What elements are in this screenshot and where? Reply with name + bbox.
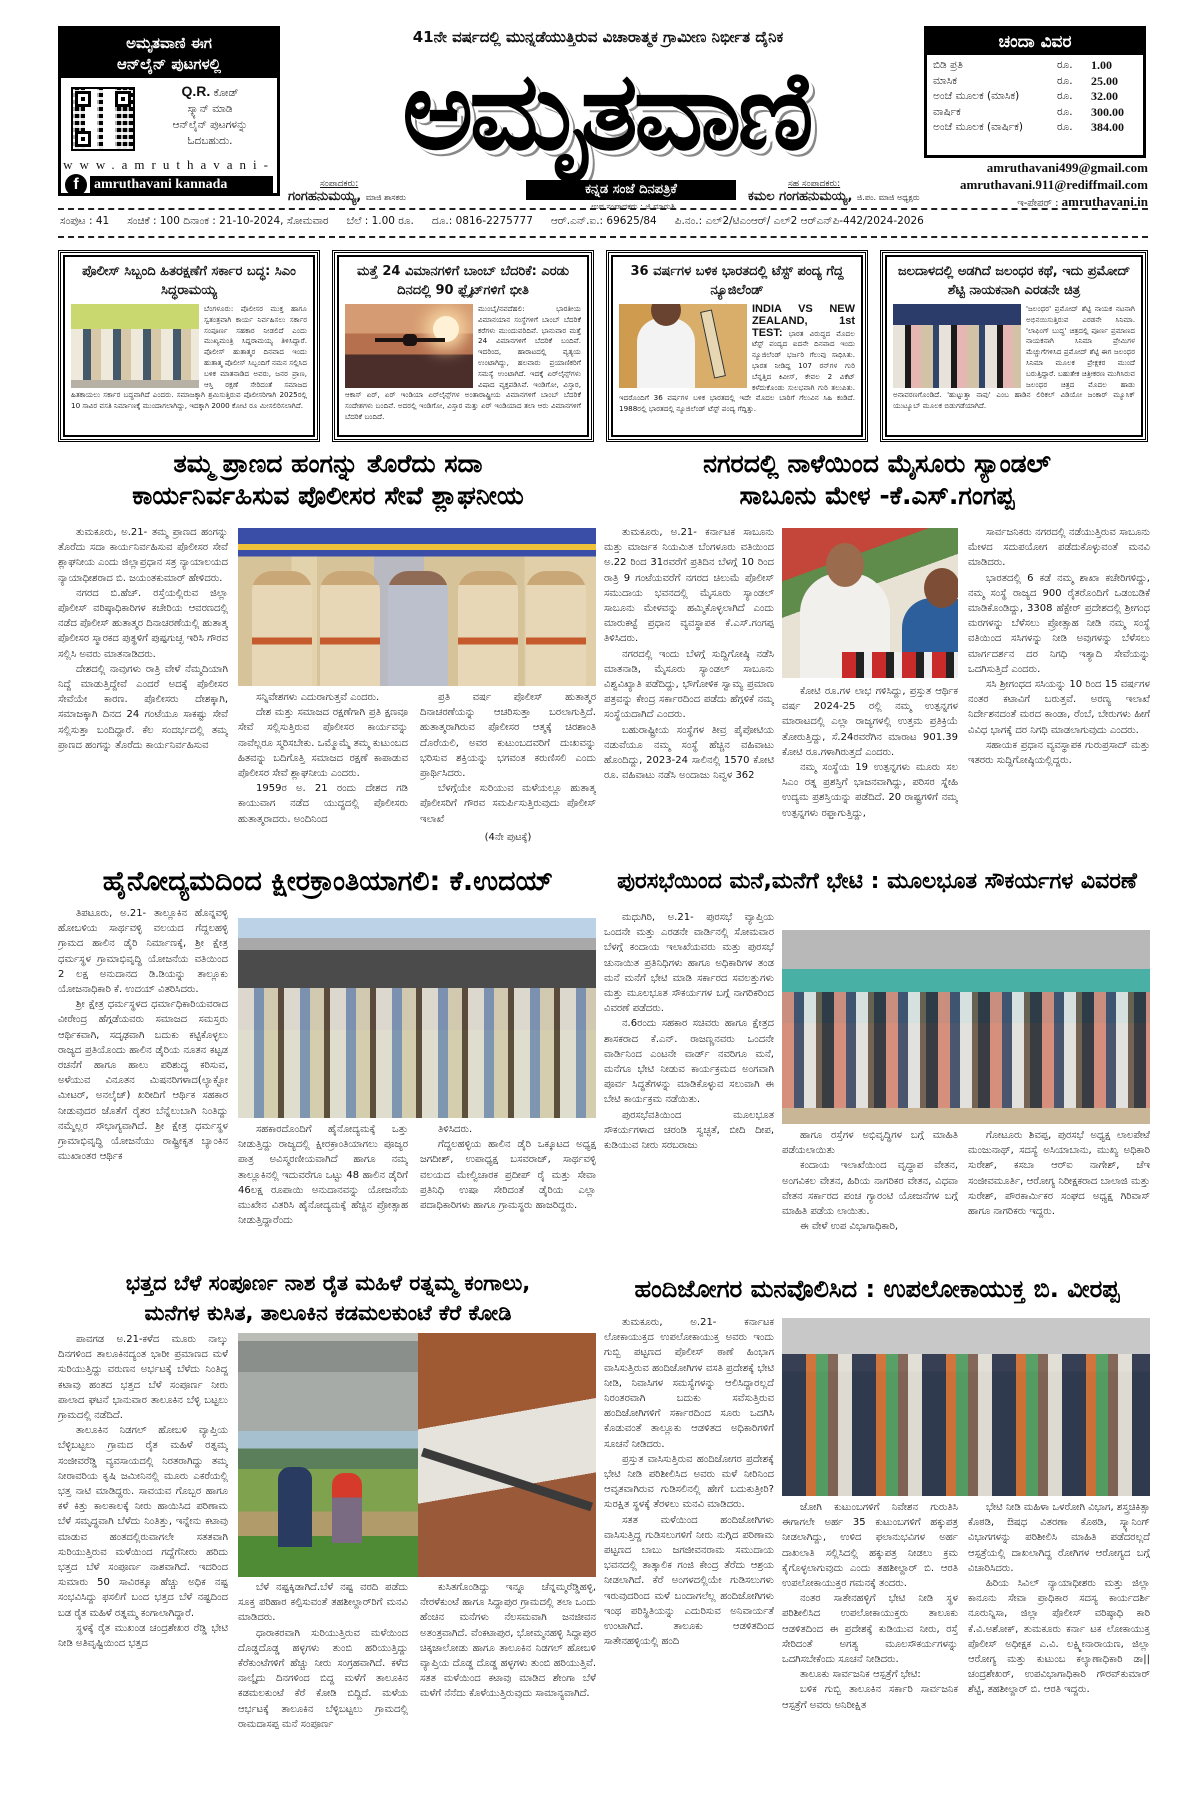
teaser-headline: ಪೊಲೀಸ್ ಸಿಬ್ಬಂದಿ ಹಿತರಕ್ಷಣೆಗೆ ಸರ್ಕಾರ ಬದ್ಧ: ಸಿಎಂ ಸಿದ್ಧರಾಮಯ್ಯ xyxy=(82,264,296,298)
paragraph: ಭೇಟಿ ನೀಡಿ ಮಹಿಳಾ ಒಳರೋಗಿ ವಿಭಾಗ, ಶಸ್ತ್ರಚಿಕಿತ್ಸಾ ಕೊಠಡಿ, ಔಷಧ ವಿತರಣಾ ಕೊಠಡಿ, ಸ್ಕ್ಯಾನಿಂಗ್ ವಿಭಾಗಗಳನ್ನು ಪರಿಶೀಲಿಸಿ ಮಾಹಿತಿ ಪಡೆದರಲ್ಲದೆ ಆಸ್ಪತ್ರೆಯಲ್ಲಿ ದಾಖಲಾಗಿದ್ದ ರೋಗಿಗಳ ಆರೋಗ್ಯದ ಬಗ್ಗೆ ವಿಚಾರಿಸಿದರು. xyxy=(968,1502,1150,1574)
paragraph: ಸತತ ಮಳೆಯಿಂದ ಹಂದಿಜೋಗಿಗಳು ವಾಸಿಸುತ್ತಿದ್ದ ಗುಡಿಸಲುಗಳಿಗೆ ನೀರು ನುಗ್ಗಿದ ಪರಿಣಾಮ ಪಟ್ಟಣದ ಬಾಬು ಜಗಜೀವನರಾಮ ಸಮುದಾಯ ಭವನದಲ್ಲಿ ತಾತ್ಕಾಲಿಕ ಗಂಜಿ ಕೇಂದ್ರ ತೆರೆದು ಆಶ್ರಯ ನೀಡಲಾಗಿದೆ. ಕೆರೆ ಅಂಗಳದಲ್ಲಿಯೇ ಗುಡಿಸಲುಗಳು ಇರುವುದರಿಂದ ಮಳೆ ಬಂದಾಗಲೆಲ್ಲ ಹಂದಿಜೋಗಿಗಳು ಇಂಥ ಪರಿಸ್ಥಿತಿಯನ್ನು ಎದುರಿಸುವ ಅನಿವಾರ್ಯತೆ ಉಂಟಾಗಿದೆ. ತಾಲೂಕು ಆಡಳಿತದಿಂದ ಸಾತೇನಹಳ್ಳಿಯಲ್ಲಿ ಹಂದಿ xyxy=(604,1514,774,1648)
story-column xyxy=(420,1580,596,1790)
paragraph: ನಂತರ ಸಾತೇನಹಳ್ಳಿಗೆ ಭೇಟಿ ನೀಡಿ ಸ್ಥಳ ಪರಿಶೀಲಿಸಿದ ಉಪಲೋಕಾಯುಕ್ತರು ತಾಲೂಕು ಆಡಳಿತದಿಂದ ಈ ಪ್ರದೇಶಕ್ಕೆ ಕುಡಿಯುವ ನೀರು, ರಸ್ತೆ ಸೇರಿದಂತೆ ಅಗತ್ಯ ಮೂಲಸೌಕರ್ಯಗಳನ್ನು ಒದಗಿಸಬೇಕೆಂದು ಸೂಚನೆ ನೀಡಿದರು. xyxy=(782,1593,958,1666)
subscription-label: ಅಂಚೆ ಮೂಲಕ (ವಾರ್ಷಿಕ) xyxy=(933,121,1023,133)
qr-line4: ಓದಬಹುದು. xyxy=(187,135,233,147)
subscription-price: 1.00 xyxy=(1091,58,1112,72)
teaser-photo xyxy=(71,304,199,388)
paragraph: ಗೆದ್ದಲಹಳ್ಳಿಯ ಹಾಲಿನ ಡೈರಿ ಒಕ್ಕೂಟದ ಅಧ್ಯಕ್ಷ ಜಗದೀಶ್, ಉಪಾಧ್ಯಕ್ಷ ಬಸವರಾಜ್, ಸಾರ್ಥವಳ್ಳಿ ವಲಯದ ಮೇಲ್ವಿಚಾರಕ ಪ್ರದೀಪ್ ರೈ ಮತ್ತು ಸೇವಾ ಪ್ರತಿನಿಧಿ ಉಷಾ ಸೇರಿದಂತೆ ಡೈರಿಯ ಎಲ್ಲಾ ಪದಾಧಿಕಾರಿಗಳು ಹಾಗೂ ಗ್ರಾಮಸ್ಥರು ಹಾಜರಿದ್ದರು. xyxy=(420,1139,596,1212)
epaper-label: ಇ-ಪೇಪರ್ : xyxy=(1017,198,1059,209)
paragraph: ಧಾರಾಕರವಾಗಿ ಸುರಿಯುತ್ತಿರುವ ಮಳೆಯಿಂದ ದೊಡ್ಡದೊಡ್ಡ ಹಳ್ಳಗಳು ತುಂಬಿ ಹರಿಯುತ್ತಿದ್ದು ಕೆರೆಕುಂಟೆಗಳಿಗೆ ಹೆಚ್ಚು ನೀರು ಸಂಗ್ರಹವಾಗಿದೆ. ಕಳೆದ ನಾಲ್ಕೈದು ದಿನಗಳಿಂದ ಬಿದ್ದ ಮಳೆಗೆ ತಾಲೂಕಿನ ಕಡಮಲಕುಂಟೆ ಕೆರೆ ಕೋಡಿ ಬಿದ್ದಿದೆ. ಮಳೆಯ ಆರ್ಭಟಕ್ಕೆ ತಾಲೂಕಿನ ಬೆಳ್ಳಿಬಟ್ಟಲು ಗ್ರಾಮದಲ್ಲಿ ರಾಮದಾಸಪ್ಪ ಮನೆ ಸಂಪೂರ್ಣ xyxy=(238,1627,408,1730)
paragraph: ಪ್ರತಿ ವರ್ಷ ಪೊಲೀಸ್ ಹುತಾತ್ಮರ ದಿನಾಚರಣೆಯನ್ನು ಆಚರಿಸುತ್ತಾ ಬರಲಾಗುತ್ತಿದೆ. ಹುತಾತ್ಮರಾಗಿರುವ ಪೊಲೀಸರ ಆತ್ಮಕ್ಕೆ ಚಿರಶಾಂತಿ ದೊರೆಯಲಿ, ಅವರ ಕುಟುಂಬದವರಿಗೆ ದುಃಖವನ್ನು ಭರಿಸುವ ಶಕ್ತಿಯನ್ನು ಭಗವಂತ ಕರುಣಿಸಲಿ ಎಂದು ಪ್ರಾರ್ಥಿಸಿದರು. xyxy=(420,692,596,780)
paragraph: ಹಿರಿಯ ಸಿವಿಲ್ ನ್ಯಾಯಾಧೀಶರು ಮತ್ತು ಜಿಲ್ಲಾ ಕಾನೂನು ಸೇವಾ ಪ್ರಾಧಿಕಾರ ಸದಸ್ಯ ಕಾರ್ಯದರ್ಶಿ ನೂರುನ್ನಿಸಾ, ಜಿಲ್ಲಾ ಪೊಲೀಸ್ ವರಿಷ್ಠಾಧಿ ಕಾರಿ ಕೆ.ವಿ.ಅಶೋಕ್, ತುಮಕೂರು ಕರ್ನಾ ಟಕ ಲೋಕಾಯುಕ್ತ ಪೊಲೀಸ್ ಅಧೀಕ್ಷಕ ಎ.ವಿ. ಲಕ್ಷ್ಮೀನಾರಾಯಣ, ಜಿಲ್ಲಾ ಆರೋಗ್ಯ ಮತ್ತು ಕುಟುಂಬ ಕಲ್ಯಾಣಾಧಿಕಾರಿ ಡಾ|| ಚಂದ್ರಶೇಖರ್, ಉಪವಿಭಾಗಾಧಿಕಾರಿ ಗೌರವ್‌ಕುಮಾರ್ ಶೆಟ್ಟಿ, ತಹಶೀಲ್ದಾರ್ ಬಿ. ಆರತಿ ಇದ್ದರು. xyxy=(968,1578,1150,1696)
story-headline-soap xyxy=(604,448,1150,512)
subscription-label: ವಾರ್ಷಿಕ xyxy=(933,105,961,118)
qr-label: Q.R. xyxy=(181,83,211,99)
facebook-icon: f xyxy=(65,174,87,196)
paragraph: ನ.6ರಂದು ಸಹಕಾರ ಸಚಿವರು ಹಾಗೂ ಕ್ಷೇತ್ರದ ಶಾಸಕರಾದ ಕೆ.ಎನ್. ರಾಜಣ್ಣನವರು ಒಂದನೇ ವಾರ್ಡಿನಿಂದ ಎಂಟನೇ ವಾರ್ಡ್ ನವರಿಗೂ ಮನೆ, ಮನೆಗೂ ಭೇಟಿ ನೀಡುವ ಕಾರ್ಯಕ್ರಮದ ಅಂಗವಾಗಿ ಪೂರ್ವ ಸಿದ್ಧತೆಗಳನ್ನು ಮಾಡಿಕೊಳ್ಳುವ ಸಲುವಾಗಿ ಈ ಬೇಟಿ ಕಾರ್ಯಕ್ರಮ ನಡೆಯಿತು. xyxy=(604,1018,774,1106)
subscription-title: ಚಂದಾ ವಿವರ xyxy=(927,29,1143,55)
teaser-bomb-threat[interactable] xyxy=(332,250,594,442)
subscription-row xyxy=(927,120,1143,136)
subscription-label: ಮಾಸಿಕ xyxy=(933,74,957,87)
paragraph: ಬೆಳಗ್ಗೆಯೇ ಸುರಿಯುವ ಮಳೆಯಲ್ಲೂ ಹುತಾತ್ಮ ಪೊಲೀಸರಿಗೆ ಗೌರವ ಸಮರ್ಪಿಸುತ್ತಿರುವುದು ಪೊಲೀಸ್ ಇಲಾಖೆ xyxy=(420,783,596,825)
teaser-headline: ಜಲದಾಳದಲ್ಲಿ ಅಡಗಿದೆ ಜಲಂಧರ ಕಥೆ, ಇದು ಪ್ರಮೋದ್ ಶೆಟ್ಟಿ ನಾಯಕನಾಗಿ ಎರಡನೇ ಚಿತ್ರ xyxy=(897,264,1131,298)
headline-line: ಕಾರ್ಯನಿರ್ವಹಿಸುವ ಪೊಲೀಸರ ಸೇವೆ ಶ್ಲಾಘನೀಯ xyxy=(132,481,524,510)
paragraph: ದೇಶದಲ್ಲಿ ನಾವುಗಳು ರಾತ್ರಿ ವೇಳೆ ನೆಮ್ಮದಿಯಾಗಿ ನಿದ್ದೆ ಮಾಡುತ್ತಿದ್ದೇವೆ ಎಂದರೆ ಅದಕ್ಕೆ ಪೊಲೀಸರ ಸೇವೆಯೇ ಕಾರಣ. ಪೊಲೀಸರು ದೇಶಕ್ಕಾಗಿ, ಸಮಾಜಕ್ಕಾಗಿ ದಿನದ 24 ಗಂಟೆಯೂ ಸಾಕಷ್ಟು ಸೇವೆ ಸಲ್ಲಿಸುತ್ತಾ ಬಂದಿದ್ದಾರೆ. ಕೆಲ ಸಂದರ್ಭದಲ್ಲಿ ತಮ್ಮ ಪ್ರಾಣದ ಹಂಗನ್ನು ತೊರೆದು ಕಾರ್ಯನಿರ್ವಹಿಸುವ xyxy=(58,663,228,751)
headline-line: ಮನೆಗಳ ಕುಸಿತ, ತಾಲೂಕಿನ ಕಡಮಲಕುಂಟೆ ಕೆರೆ ಕೋಡಿ xyxy=(144,1301,512,1325)
rni-number: ಆರ್.ಎನ್.ಐ.: 69625/84 xyxy=(550,215,657,227)
headline-line: ನಗರದಲ್ಲಿ ನಾಳೆಯಿಂದ ಮೈಸೂರು ಸ್ಯಾಂಡಲ್ xyxy=(703,449,1051,478)
currency-label: ರೂ. xyxy=(1057,121,1073,133)
paragraph: ತುಮಕೂರು, ಅ.21- ತಮ್ಮ ಪ್ರಾಣದ ಹಂಗನ್ನು ತೊರೆದು ಸದಾ ಕಾರ್ಯನಿರ್ವಹಿಸುವ ಪೊಲೀಸರ ಸೇವೆ ಶ್ಲಾಘನೀಯ ಎಂದು ಜಿಲ್ಲಾಪ್ರಧಾನ ಸತ್ರ ನ್ಯಾಯಾಲಯದ ನ್ಯಾಯಾಧೀಶರಾದ ಬಿ. ಜಯಂತಕುಮಾರ್ ಹೇಳಿದರು. xyxy=(58,527,228,584)
coeditor-name: ಕಮಲ ಗಂಗಹನುಮಯ್ಯ, xyxy=(748,189,853,204)
tagline: 41ನೇ ವರ್ಷದಲ್ಲಿ ಮುನ್ನಡೆಯುತ್ತಿರುವ ವಿಚಾರಾತ್ಮಕ ಗ್ರಾಮೀಣ ನಿರ್ಭೀತ ದೈನಿಕ xyxy=(412,28,784,46)
paragraph: ಜೋಗಿ ಕುಟುಂಬಗಳಿಗೆ ನಿವೇಶನ ಗುರುತಿಸಿ ಈಗಾಗಲೇ ಅರ್ಹ 35 ಕುಟುಂಬಗಳಿಗೆ ಹಕ್ಕುಪತ್ರ ನೀಡಲಾಗಿದ್ದು, ಉಳಿದ ಫಲಾನುಭವಿಗಳ ಅರ್ಹ ದಾಖಲಾತಿ ಸಲ್ಲಿಸಿದಲ್ಲಿ ಹಕ್ಕುಪತ್ರ ನೀಡಲು ಕ್ರಮ ಕೈಗೊಳ್ಳಲಾಗುವುದು ಎಂದು ತಹಶೀಲ್ದಾರ್ ಬಿ. ಆರತಿ ಉಪಲೋಕಾಯುಕ್ತರ ಗಮನಕ್ಕೆ ತಂದರು. xyxy=(782,1502,958,1590)
masthead xyxy=(58,26,1148,211)
paragraph: ಕುಸಿತಗೊಂಡಿದ್ದು ಇನ್ನೂ ಚೆನ್ನಮ್ಮರೆಡ್ಡಿಹಳ್ಳಿ, ನೇರಳೆಕುಂಟೆ ಹಾಗೂ ಸಿದ್ದಾಪುರ ಗ್ರಾಮದಲ್ಲಿ ತಲಾ ಒಂದು ಹೆಂಚಿನ ಮನೆಗಳು ನೆಲಸಮವಾಗಿ ಜನಜೀವನ ಅತಂತ್ರವಾಗಿದೆ. ವೆಂಕಟಾಪುರ, ಭೋಮ್ಮನಹಳ್ಳಿ ಸಿದ್ದಾಪುರ ಚಿಕ್ಕಜಾಲೋಡು ಹಾಗೂ ತಾಲೂಕಿನ ನಿಡಗಲ್ ಹೋಬಳಿ ವ್ಯಾಪ್ತಿಯ ದೊಡ್ಡ ದೊಡ್ಡ ಹಳ್ಳಗಳು ತುಂಬಿ ಹರಿಯುತ್ತಿವೆ. ಸತತ ಮಳೆಯಿಂದ ಕಟಾವು ಮಾಡಿದ ಶೇಂಗಾ ಬೆಳೆ ಮಳೆಗೆ ನೆನೆದು ಕೊಳೆಯುತ್ತಿರುವುದು ಸಾಮಾನ್ಯವಾಗಿದೆ. xyxy=(420,1582,596,1700)
teaser-photo xyxy=(619,304,747,388)
paragraph: ಸ್ಥಳಕ್ಕೆ ರೈತ ಮುಖಂಡ ಚಂದ್ರಶೇಖರ ರೆಡ್ಡಿ ಭೇಟಿ ನೀಡಿ ಅತಿವೃಷ್ಟಿಯಿಂದ ಭತ್ತದ xyxy=(58,1622,228,1650)
currency-label: ರೂ. xyxy=(1057,90,1073,102)
subscription-row xyxy=(927,74,1143,90)
postal-registration: ಪಿ.ನಂ.: ಎಲ್2/ಟಿಎಂಆರ್/ ಎಲ್2 ಆರ್‌ಎನ್‌ಪಿ-442/2024-2026 xyxy=(674,215,924,227)
paragraph: ಭಾರತದಲ್ಲಿ 6 ಕಡೆ ನಮ್ಮ ಶಾಖಾ ಕಚೇರಿಗಳಿದ್ದು, ನಮ್ಮ ಸಂಸ್ಥೆ ರಾಜ್ಯದ 900 ರೈತರೊಂದಿಗೆ ಒಡಂಬಡಿಕೆ ಮಾಡಿಕೊಂಡಿದ್ದು, 3308 ಹೆಕ್ಟೇರ್ ಪ್ರದೇಶದಲ್ಲಿ ಶ್ರೀಗಂಧ ಮರಗಳನ್ನು ಬೆಳೆಸಲು ಪ್ರೋತ್ಸಾಹ ನೀಡಿ ನಮ್ಮ ಸಂಸ್ಥೆ ವತಿಯಿಂದ ಸಸಿಗಳನ್ನು ನೀಡಿ ಅವುಗಳನ್ನು ಬೆಳೆಸಲು ಮಾರ್ಗದರ್ಶನ ದರ ನಿಗಧಿ ಇತ್ಯಾದಿ ಸೇವೆಯನ್ನು ಒದಗಿಸುತ್ತಿದೆ ಎಂದರು. xyxy=(968,572,1150,675)
paragraph: ಬೆಳೆ ನಷ್ಟಕ್ಕಿಡಾಗಿದೆ.ಬೆಳೆ ನಷ್ಟ ವರದಿ ಪಡೆದು ಸೂಕ್ತ ಪರಿಹಾರ ಕಲ್ಪಿಸುವಂತೆ ತಹಶೀಲ್ದಾರ್‌ರಿಗೆ ಮನವಿ ಮಾಡಿದರು. xyxy=(238,1582,408,1624)
overflowing-lake-photo xyxy=(238,1333,418,1431)
paragraph: ಪುರಸಭೆವತಿಯಿಂದ ಮೂಲಭೂತ ಸೌಕರ್ಯಗಳಾದ ಚರಂಡಿ ಸ್ವಚ್ಛತೆ, ಬೀದಿ ದೀಪ, ಕುಡಿಯುವ ನೀರು ಸರಬರಾಜು xyxy=(604,1109,774,1152)
subscription-label: ಬಿಡಿ ಪ್ರತಿ xyxy=(933,59,963,71)
paragraph: ತಿಪಟೂರು, ಅ.21- ತಾಲ್ಲೂಕಿನ ಹೊನ್ನವಳ್ಳಿ ಹೋಬಳಿಯ ಸಾರ್ಥವಳ್ಳಿ ವಲಯದ ಗೆದ್ದಲಹಳ್ಳಿ ಗ್ರಾಮದ ಹಾಲಿನ ಡೈರಿ ನಿರ್ಮಾಣಕ್ಕೆ, ಶ್ರೀ ಕ್ಷೇತ್ರ ಧರ್ಮಸ್ಥಳ ಗ್ರಾಮಾಭಿವೃದ್ಧಿ ಯೋಜನೆಯ ವತಿಯಿಂದ 2 ಲಕ್ಷ ಅನುದಾನದ ಡಿ.ಡಿಯನ್ನು ತಾಲ್ಲೂಕು ಯೋಜನಾಧಿಕಾರಿ ಕೆ. ಉದಯ್ ವಿತರಿಸಿದರು. xyxy=(58,908,228,996)
story-column xyxy=(58,1332,228,1792)
subscription-box xyxy=(924,26,1146,158)
headline-line: ಭತ್ತದ ಬೆಳೆ ಸಂಪೂರ್ಣ ನಾಶ ರೈತ ಮಹಿಳೆ ರತ್ನಮ್ಮ ಕಂಗಾಲು, xyxy=(125,1271,531,1295)
story-headline-police xyxy=(58,448,598,512)
press-meet-photo xyxy=(782,528,958,678)
paragraph: ಪಾವಗಡ ಅ.21-ಕಳೆದ ಮೂರು ನಾಲ್ಕು ದಿನಗಳಿಂದ ತಾಲೂಕಿನದ್ಯಂತ ಭಾರೀ ಪ್ರಮಾಣದ ಮಳೆ ಸುರಿಯುತ್ತಿದ್ದು ವರುಣನ ಅರ್ಭಟಕ್ಕೆ ಬೆಳೆದು ನಿಂತಿದ್ದ ಕಟಾವು ಹಂತದ ಭತ್ತದ ಬೆಳೆ ಸಂಪೂರ್ಣ ನೀರು ಪಾಲಾದ ಘಟನೆ ಭಾನುವಾರ ತಾಲೂಕಿನ ಬೆಳ್ಳಿ ಬಟ್ಟಲು ಗ್ರಾಮದಲ್ಲಿ ನಡೆದಿದೆ. xyxy=(58,1334,228,1422)
divider xyxy=(58,208,1148,210)
story-column xyxy=(968,1500,1150,1790)
contact-info xyxy=(898,159,1148,212)
story-headline-dairy: ಹೈನೋದ್ಯಮದಿಂದ ಕ್ಷೀರಕ್ರಾಂತಿಯಾಗಲಿ: ಕೆ.ಉದಯ್ xyxy=(102,866,554,897)
story-column xyxy=(420,1122,596,1262)
story-column xyxy=(968,1128,1150,1263)
volume: ಸಂಪುಟ : 41 xyxy=(60,215,110,227)
facebook-link[interactable] xyxy=(65,175,273,194)
paragraph: ತುಮಕೂರು, ಅ.21- ಕರ್ನಾಟಕ ಲೋಕಾಯುಕ್ತದ ಉಪಲೋಕಾಯುಕ್ತ ಅವರು ಇಂದು ಗುಬ್ಬಿ ಪಟ್ಟಣದ ಪೊಲೀಸ್ ಠಾಣೆ ಹಿಂಭಾಗ ವಾಸಿಸುತ್ತಿರುವ ಹಂದಿಜೋಗಿಗಳ ವಸತಿ ಪ್ರದೇಶಕ್ಕೆ ಭೇಟಿ ನೀಡಿ, ನಿವಾಸಿಗಳ ಸಮಸ್ಯೆಗಳನ್ನು ಆಲಿಸಿದ್ದಾರಲ್ಲದೆ ನಿರಂತರವಾಗಿ ಬದುಕು ಸವೆಸುತ್ತಿರುವ ಹಂದಿಜೋಗಿಗಳಿಗೆ ಸರ್ಕಾರದಿಂದ ಸೂರು ಒದಗಿಸಿ ಕೊಡುವಂತೆ ತಾಲ್ಲೂಕು ಆಡಳಿತದ ಅಧಿಕಾರಿಗಳಿಗೆ ಸೂಚನೆ ನೀಡಿದರು. xyxy=(604,1317,774,1450)
paragraph: ದೇಶ ಮತ್ತು ಸಮಾಜದ ರಕ್ಷಣೆಗಾಗಿ ಪ್ರತಿ ಕ್ಷಣವೂ ಸೇವೆ ಸಲ್ಲಿಸುತ್ತಿರುವ ಪೊಲೀಸರ ಕಾರ್ಯವನ್ನು ನಾವೆಲ್ಲರೂ ಸ್ಮರಿಸಬೇಕು. ಒಮ್ಮೊಮ್ಮೆ ತಮ್ಮ ಕುಟುಂಬದ ಹಿತವನ್ನು ಬದಿಗೊತ್ತಿ ಸಮಾಜದ ರಕ್ಷಣೆ ಕಾಪಾಡುವ ಪೊಲೀಸರ ಸೇವೆ ಶ್ಲಾಘನೀಯ ಎಂದರು. xyxy=(238,707,408,780)
paragraph: ಸಹಕಾರದೊಂದಿಗೆ ಹೈನೋದ್ಯಮಕ್ಕೆ ಒತ್ತು ನೀಡುತ್ತಿದ್ದು ರಾಜ್ಯದಲ್ಲಿ ಕ್ಷೀರಕ್ರಾಂತಿಯಾಗಲು ಪೂಜ್ಯರ ಪಾತ್ರ ಅವಿಸ್ಮರಣೀಯವಾಗಿದೆ ಹಾಗೂ ನಮ್ಮ ತಾಲ್ಲೂಕಿನಲ್ಲಿ ಇದುವರೆಗೂ ಒಟ್ಟು 48 ಹಾಲಿನ ಡೈರಿಗೆ 46ಲಕ್ಷ ರೂಪಾಯಿ ಅನುದಾನವನ್ನು ಯೋಜನೆಯ ಮುಖೇನ ವಿತರಿಸಿ ಹೈನೋದ್ಯಮಕ್ಕೆ ಹೆಚ್ಚಿನ ಪ್ರೋತ್ಸಾಹ ನೀಡುತ್ತಿದ್ದಾರೆಂದು xyxy=(238,1124,408,1227)
story-column xyxy=(58,906,228,1266)
teaser-police-welfare[interactable] xyxy=(58,250,320,442)
police-event-photo xyxy=(238,528,596,686)
continued-on-page[interactable]: (4ನೇ ಪುಟಕ್ಕೆ) xyxy=(484,832,532,843)
paragraph: ಸಾರ್ವಜನಿಕರು ನಗರದಲ್ಲಿ ನಡೆಯುತ್ತಿರುವ ಸಾಬೂನು ಮೇಳದ ಸದುಪಯೋಗ ಪಡೆದುಕೊಳ್ಳುವಂತೆ ಮನವಿ ಮಾಡಿದರು. xyxy=(968,527,1150,569)
story-column xyxy=(420,690,596,825)
phone: ದೂ.: 0816-2275777 xyxy=(431,215,533,227)
paragraph: ತುಮಕೂರು, ಅ.21- ಕರ್ನಾಟಕ ಸಾಬೂನು ಮತ್ತು ಮಾರ್ಜಕ ನಿಯಮಿತ ಬೆಂಗಳೂರು ವತಿಯಿಂದ ಅ.22 ರಿಂದ 31ರವರೆಗೆ ಪ್ರತಿದಿನ ಬೆಳಗ್ಗೆ 10 ರಿಂದ ರಾತ್ರಿ 9 ಗಂಟೆಯವರೆಗೆ ನಗರದ ಚಿಲುಮೆ ಪೊಲೀಸ್ ಸಮುದಾಯ ಭವನದಲ್ಲಿ ಮೈಸೂರು ಸ್ಯಾಂಡಲ್ ಸಾಬೂನು ಮೇಳವನ್ನು ಹಮ್ಮಿಕೊಳ್ಳಲಾಗಿದೆ ಎಂದು ಮಾರುಕಟ್ಟೆ ಪ್ರಧಾನ ವ್ಯವಸ್ಥಾಪಕ ಕೆ.ಎಸ್.ಗಂಗಪ್ಪ ತಿಳಿಸಿದರು. xyxy=(604,527,774,645)
teaser-body: ಮುಂಬೈ/ನವದೆಹಲಿ: ಭಾರತೀಯ ವಿಮಾನಯಾನ ಸಂಸ್ಥೆಗಳಿಗೆ ಬಾಂಬ್ ಬೆದರಿಕೆ ಕರೆಗಳು ಮುಂದುವರಿದಿವೆ. ಭಾನುವಾರ ಮತ್ತೆ 24 ವಿಮಾನಗಳಿಗೆ ಬೆದರಿಕೆ ಬಂದಿವೆ. ಇದರಿಂದ, ಹಾರಾಟದಲ್ಲಿ ವ್ಯತ್ಯಯ ಉಂಟಾಗಿದ್ದು, ಹಲವಾರು ಪ್ರಯಾಣಿಕರಿಗೆ ಸಮಸ್ಯೆ ಉಂಟಾಗಿದೆ. ಇದಕ್ಕೆ ಏರ್‌ಲೈನ್ಸ್‌ಗಳು ವಿಷಾದ ವ್ಯಕ್ತಪಡಿಸಿವೆ. ಇಂಡಿಗೋ, ವಿಸ್ತಾರ, ಆಕಾಸ್ ಏರ್, ಏರ್ ಇಂಡಿಯಾ ಏರ್‌ಲೈನ್ಸ್‌ಗಳ ಅಂತಾರಾಷ್ಟ್ರೀಯ ವಿಮಾನಗಳಿಗೆ ಬಾಂಬ್ ಬೆದರಿಕೆ ಸಂದೇಶಗಳು ಬಂದಿವೆ. ಅದರಲ್ಲಿ ಇಂಡಿಗೋ, ವಿಸ್ತಾರ ಮತ್ತು ಏರ್ ಇಂಡಿಯಾದ ತಲಾ ಆರು ವಿಮಾನಗಳಿಗೆ ಬೆದರಿಕೆ ಬಂದಿದೆ. xyxy=(345,304,581,421)
story-column xyxy=(604,1315,774,1790)
story-headline-lokayukta: ಹಂದಿಜೋಗರ ಮನವೊಲಿಸಿದ : ಉಪಲೋಕಾಯುಕ್ತ ಬಿ. ವೀರಪ್ಪ xyxy=(634,1275,1120,1303)
deputy-editor: ಉಪ ಸಂಪಾದಕರು : ಜಿ.ಮಾರುತಿ xyxy=(591,202,675,211)
paragraph: ತಾಲೂಕಿನ ನಿಡಗಲ್ ಹೋಬಳಿ ವ್ಯಾಪ್ತಿಯ ಬೆಳ್ಳಿಬಟ್ಟಲು ಗ್ರಾಮದ ರೈತ ಮಹಿಳೆ ರತ್ನಮ್ಮ ಸಂಜೀವರೆಡ್ಡಿ ವ್ಯವಸಾಯದಲ್ಲಿ ನಿರತರಾಗಿದ್ದು ತಮ್ಮ ನೀರಾವರಿಯ ಕೃಷಿ ಜಮೀನಿನಲ್ಲಿ ಮೂರು ಎಕರೆಯಲ್ಲಿ ಭತ್ತ ನಾಟಿ ಮಾಡಿದ್ದರು. ಸಾವಯವ ಗೊಬ್ಬರ ಹಾಗೂ ಕಳೆ ಕಿತ್ತು ಕಾಲಕಾಲಕ್ಕೆ ನೀರು ಹಾಯಿಸಿದ ಪರಿಣಾಮ ಬೆಳೆ ಸಮೃದ್ಧವಾಗಿ ಬೆಳೆದು ನಿಂತಿತ್ತು, ಇನ್ನೇನು ಕಟಾವು ಮಾಡುವ ಹಂತದಲ್ಲಿರುವಾಗಲೇ ಸತತವಾಗಿ ಸುರಿಯುತ್ತಿರುವ ಮಳೆಯಿಂದ ಗದ್ದೆಗೆನೀರು ಹರಿದು ಭತ್ತದ ಬೆಳೆ ಸಂಪೂರ್ಣ ನಾಶವಾಗಿದೆ. ಇದರಿಂದ ಸುಮಾರು 50 ಸಾವಿರಕ್ಕೂ ಹೆಚ್ಚು ಅಧಿಕ ನಷ್ಟ ಸಂಭವಿಸಿದ್ದು ಫಸಲಿಗೆ ಬಂದ ಭತ್ತದ ಬೆಳೆ ನಷ್ಟದಿಂದ ಬಡ ರೈತ ಮಹಿಳೆ ರತ್ನಮ್ಮ ಕಂಗಾಲಾಗಿದ್ದಾರೆ. xyxy=(58,1425,228,1619)
issue-info-bar xyxy=(60,215,1150,228)
facebook-page-name: amruthavani kannada xyxy=(90,176,273,194)
lokayukta-visit-photo xyxy=(782,1318,1150,1496)
paragraph: ನಮ್ಮ ಸಂಸ್ಥೆಯ 19 ಉತ್ಪನ್ನಗಳು ಮೂರು ಸಲ ಸಿಎಂ ರತ್ನ ಪ್ರಶಸ್ತಿಗೆ ಭಾಜನವಾಗಿದ್ದು, ಪರಿಸರ ಸ್ನೇಹಿ ಉದ್ಯಮ ಪ್ರಶಸ್ತಿಯನ್ನು ಪಡೆದಿದೆ. 20 ರಾಷ್ಟ್ರಗಳಿಗೆ ನಮ್ಮ ಉತ್ಪನ್ನಗಳು ರಫ್ತಾಗುತ್ತಿದ್ದು, xyxy=(782,762,958,819)
evening-daily-banner: ಕನ್ನಡ ಸಂಜೆ ದಿನಪತ್ರಿಕೆ xyxy=(526,180,736,200)
teaser-body-text: ಭಾರತ ವಿರುದ್ಧದ ಮೊದಲ ಟೆಸ್ಟ್ ಪಂದ್ಯದ ಐದನೇ ದಿನವಾದ ಇಂದು ನ್ಯೂಜಿಲೆಂಡ್ ಭರ್ಜರಿ ಗೆಲುವು ಸಾಧಿಸಿತು. ಭಾರತ ನೀಡಿದ್ದ 107 ರನ್‌ಗಳ ಗುರಿ ಬೆನ್ನತ್ತಿದ ಕಿವೀಸ್, ಕೇವಲ 2 ವಿಕೆಟ್ ಕಳೆದುಕೊಂಡು ಸುಲಭವಾಗಿ ಗುರಿ ತಲುಪಿತು. ಇದರೊಂದಿಗೆ 36 ವರ್ಷಗಳ ಬಳಿಕ ಭಾರತದಲ್ಲಿ ಇದೇ ಮೊದಲ ಬಾರಿಗೆ ಗೆಲುವಿನ ಸಿಹಿ ಕಂಡಿದೆ. 1988ರಲ್ಲಿ ಭಾರತದಲ್ಲಿ ನ್ಯೂಜಿಲೆಂಡ್ ಟೆಸ್ಟ್ ಪಂದ್ಯ ಗೆದ್ದಿತ್ತು. xyxy=(619,328,855,414)
editor-note: ಮಾಜಿ ಶಾಸಕರು xyxy=(365,193,406,202)
paragraph: ನಗರದ ಬಿ.ಹೆಚ್. ರಸ್ತೆಯಲ್ಲಿರುವ ಜಿಲ್ಲಾ ಪೊಲೀಸ್ ವರಿಷ್ಠಾಧಿಕಾರಿಗಳ ಕಚೇರಿಯ ಆವರಣದಲ್ಲಿ ನಡೆದ ಪೊಲೀಸ್ ಹುತಾತ್ಮರ ದಿನಾಚರಣೆಯಲ್ಲಿ ಹುತಾತ್ಮ ಪೊಲೀಸರ ಸ್ಮಾರಕದ ಪುತ್ಥಳಿಗೆ ಪುಷ್ಪಗುಚ್ಛ ಇರಿಸಿ ಗೌರವ ಸಲ್ಲಿಸಿ ಅವರು ಮಾತನಾಡಿದರು. xyxy=(58,587,228,660)
editor-block xyxy=(288,179,518,204)
qr-code-icon[interactable] xyxy=(71,87,135,151)
story-column xyxy=(238,1122,408,1262)
headline-line: ತಮ್ಮ ಪ್ರಾಣದ ಹಂಗನ್ನು ತೊರೆದು ಸದಾ xyxy=(173,449,483,478)
headline-line: ಸಾಬೂನು ಮೇಳ -ಕೆ.ಎಸ್.ಗಂಗಪ್ಪ xyxy=(739,481,1015,510)
damaged-paddy-field-photo xyxy=(238,1431,418,1577)
subscription-price: 300.00 xyxy=(1091,104,1124,119)
teaser-photo xyxy=(345,304,473,388)
online-box-title-line1: ಅಮೃತವಾಣಿ ಈಗ xyxy=(126,34,212,52)
paragraph: ಹಾಗೂ ರಸ್ತೆಗಳ ಅಭಿವೃದ್ಧಿಗಳ ಬಗ್ಗೆ ಮಾಹಿತಿ ಪಡೆಯಲಾಯಿತು xyxy=(782,1130,958,1157)
epaper-link[interactable]: amruthavani.in xyxy=(1061,194,1148,209)
teaser-film[interactable] xyxy=(880,250,1148,442)
paragraph: 1959ರ ಅ. 21 ರಂದು ದೇಶದ ಗಡಿ ಕಾಯುವಾಗ ನಡೆದ ಯುದ್ಧದಲ್ಲಿ ಪೊಲೀಸರು ಹುತಾತ್ಮರಾದರು. ಅಂದಿನಿಂದ xyxy=(238,783,408,825)
currency-label: ರೂ. xyxy=(1057,59,1073,71)
qr-line2: ಸ್ಕ್ಯಾನ್ ಮಾಡಿ xyxy=(187,103,233,115)
paragraph: ಬಹುರಾಷ್ಟ್ರೀಯ ಸಂಸ್ಥೆಗಳ ತೀವ್ರ ಪೈಪೋಟಿಯ ನಡುವೆಯೂ ನಮ್ಮ ಸಂಸ್ಥೆ ಹೆಚ್ಚಿನ ವಹಿವಾಟು ಹೊಂದಿದ್ದು, 2023-24 ಸಾಲಿನಲ್ಲಿ 1570 ಕೋಟಿ ರೂ. ವಹಿವಾಟು ನಡೆಸಿ ಅಂದಾಜು ನಿವ್ವಳ 362 xyxy=(604,724,774,782)
paragraph: ಮಧುಗಿರಿ, ಅ.21- ಪುರಸಭೆ ವ್ಯಾಪ್ತಿಯ ಒಂದನೇ ಮತ್ತು ಎರಡನೇ ವಾರ್ಡಿನಲ್ಲಿ ಸೋಮವಾರ ಬೆಳಗ್ಗೆ ಕಂದಾಯ ಇಲಾಖೆಯವರು ಮತ್ತು ಪುರಸಭೆ ಚುನಾಯಿತ ಪ್ರತಿನಿಧಿಗಳು ಹಾಗೂ ಅಧಿಕಾರಿಗಳ ತಂಡ ಮನೆ ಮನೆಗೆ ಭೇಟಿ ಮಾಡಿ ಸರ್ಕಾರದ ಸವಲತ್ತುಗಳು ಮತ್ತು ಮೂಲಭೂತ ಸೌಕರ್ಯಗಳ ಬಗ್ಗೆ ನಾಗರಿಕರಿಂದ ವಿವರಣೆ ಪಡೆದರು. xyxy=(604,912,774,1015)
editor-name: ಗಂಗಹನುಮಯ್ಯ, xyxy=(288,189,362,204)
paragraph: ಸಸಿ ಶ್ರೀಗಂಧದ ಸಸಿಯನ್ನು 10 ರಿಂದ 15 ವರ್ಷಗಳ ನಂತರ ಕಟಾವಿಗೆ ಬರುತ್ತವೆ. ಅರಣ್ಯ ಇಲಾಖೆ ನಿರ್ದೇಶನದಂತೆ ಮರದ ಕಾಂಡಾ, ರೆಂಬೆ, ಬೇರುಗಳು ಹೀಗೆ ವಿವಿಧ ಭಾಗಕ್ಕೆ ದರ ನಿಗಧಿ ಮಾಡಲಾಗುವುದು ಎಂದರು. xyxy=(968,679,1150,736)
subscription-row xyxy=(927,105,1143,121)
paragraph: ನಗರದಲ್ಲಿ ಇಂದು ಬೆಳಗ್ಗೆ ಸುದ್ದಿಗೋಷ್ಠಿ ನಡೆಸಿ ಮಾತನಾಡಿ, ಮೈಸೂರು ಸ್ಯಾಂಡಲ್ ಸಾಬೂನು ವಿಶ್ವವಿಖ್ಯಾತಿ ಪಡೆದಿದ್ದು, ಭೌಗೋಳಿಕ ಸ್ವಾಮ್ಯ ಪ್ರಮಾಣ ಪತ್ರವನ್ನು ಕೇಂದ್ರ ಸರ್ಕಾರದಿಂದ ಪಡೆದು ಹೆಗ್ಗಳಿಕೆ ನಮ್ಮ ಸಂಸ್ಥೆಯದಾಗಿದೆ ಎಂದರು. xyxy=(604,648,774,721)
price: ಬೆಲೆ : 1.00 ರೂ. xyxy=(346,215,414,227)
currency-label: ರೂ. xyxy=(1057,74,1073,87)
subscription-row xyxy=(927,89,1143,105)
paragraph: ಪ್ರಸ್ತುತ ವಾಸಿಸುತ್ತಿರುವ ಹಂದಿಜೋಗರ ಪ್ರದೇಶಕ್ಕೆ ಭೇಟಿ ನೀಡಿ ಪರಿಶೀಲಿಸಿದ ಅವರು ಮಳೆ ನೀರಿನಿಂದ ಆವೃತವಾಗಿರುವ ಗುಡಿಸಲಿನಲ್ಲಿ ಹೇಗೆ ಬದುಕುತ್ತೀರಿ? ಸುರಕ್ಷಿತ ಸ್ಥಳಕ್ಕೆ ತೆರಳಲು ಮನವಿ ಮಾಡಿದರು. xyxy=(604,1453,774,1511)
newspaper-logo: ಅಮೃತವಾಣಿ xyxy=(402,49,810,174)
website-link[interactable]: www.amruthavani- xyxy=(63,157,275,172)
subscription-price: 32.00 xyxy=(1091,89,1118,103)
story-column xyxy=(58,525,228,855)
paragraph: ಗೋಟೂರು ಶಿವಪ್ಪ, ಪುರಸಭೆ ಅಧ್ಯಕ್ಷ ಲಾಲಪೇಟೆ ಮಂಜುನಾಥ್, ಸದಸ್ಯೆ ಅಸಿಯಾಬಾನು, ಮುಖ್ಯ ಅಧಿಕಾರಿ ಸುರೇಶ್, ಕಸಬಾ ಆರ್‌ಐ ನಾಗೇಶ್, ಜೆಇ ಸಂಜೀವಮೂರ್ತಿ, ಆರೋಗ್ಯ ನಿರೀಕ್ಷಕರಾದ ಬಾಲಾಜಿ ಮತ್ತು ಸುರೇಶ್, ಪೌರಕಾರ್ಮಿಕರ ಸಂಘದ ಅಧ್ಯಕ್ಷ ಗಿರಿವಾಸ್ ಹಾಗೂ ನಾಗರಿಕರು ಇದ್ದರು. xyxy=(968,1130,1150,1218)
story-column xyxy=(782,1500,958,1790)
story-column xyxy=(782,1128,958,1263)
qr-line3: ಆನ್‌ಲೈನ್ ಪುಟಗಳನ್ನು xyxy=(172,119,248,131)
online-edition-box xyxy=(58,26,280,196)
paragraph: ಸಹಾಯಕ ಪ್ರಧಾನ ವ್ಯವಸ್ಥಾಪಕ ಗುರುಪ್ರಸಾದ್ ಮತ್ತು ಇತರರು ಸುದ್ದಿಗೋಷ್ಠಿಯಲ್ಲಿದ್ದರು. xyxy=(968,739,1150,767)
story-column xyxy=(782,684,958,854)
teaser-photo xyxy=(893,304,1021,388)
paragraph: ಕೋಟಿ ರೂ.ಗಳ ಲಾಭ ಗಳಿಸಿದ್ದು, ಪ್ರಸ್ತುತ ಆರ್ಥಿಕ ವರ್ಷ 2024-25 ರಲ್ಲಿ ನಮ್ಮ ಉತ್ಪನ್ನಗಳ ಮಾರಾಟದಲ್ಲಿ ಎಲ್ಲಾ ರಾಜ್ಯಗಳಲ್ಲಿ ಉತ್ತಮ ಪ್ರತಿಕ್ರಿಯೆ ತೋರುತ್ತಿದ್ದು, ಸೆ.24ರವರೆಗಿನ ಮಾರಾಟ 901.39 ಕೋಟಿ ರೂ.ಗಳಾಗಿರುತ್ತದೆ ಎಂದರು. xyxy=(782,686,958,758)
teaser-headline: ಮತ್ತೆ 24 ವಿಮಾನಗಳಿಗೆ ಬಾಂಬ್ ಬೆದರಿಕೆ: ಎರಡು ದಿನದಲ್ಲಿ 90 ಫ್ಲೈಟ್‌ಗಳಿಗೆ ಭೀತಿ xyxy=(356,264,570,298)
paragraph: ಸನ್ನಿವೇಶಗಳು ಎದುರಾಗುತ್ತವೆ ಎಂದರು. xyxy=(256,692,380,703)
online-box-title-line2: ಆನ್‌ಲೈನ್ ಪುಟಗಳಲ್ಲಿ xyxy=(117,55,221,73)
editor-label: ಸಂಪಾದಕರು: xyxy=(320,179,359,189)
qr-label-suffix: ಕೋಡ್ xyxy=(213,87,239,99)
story-column xyxy=(238,690,408,855)
collapsed-house-photo xyxy=(418,1333,596,1577)
story-column xyxy=(604,910,774,1260)
currency-label: ರೂ. xyxy=(1057,105,1073,118)
subscription-label: ಅಂಚೆ ಮೂಲಕ (ಮಾಸಿಕ) xyxy=(933,90,1020,102)
paragraph: ಕಂದಾಯ ಇಲಾಖೆಯಿಂದ ವೃದ್ಧಾಪ ವೇತನ, ಅಂಗವಿಕಲ ವೇತನ, ಹಿರಿಯ ನಾಗರಿಕರ ವೇತನ, ವಿಧವಾ ವೇತನ ಸರ್ಕಾರದ ಪಂಚ ಗ್ಯಾರಂಟಿ ಯೋಜನೆಗಳ ಬಗ್ಗೆ ಮಾಹಿತಿ ಪಡೆಯ ಲಾಯಿತು. xyxy=(782,1160,958,1218)
teaser-body: 'ಜಲಂಧರ' ಪ್ರಮೋದ್ ಶೆಟ್ಟಿ ನಾಯಕ ನಟನಾಗಿ ಅಭಿನಯಿಸುತ್ತಿರುವ ಎರಡನೇ ಸಿನಿಮಾ. 'ಲಾಫಿಂಗ್ ಬುದ್ಧ' ಚಿತ್ರದಲ್ಲಿ ಪೂರ್ಣ ಪ್ರಮಾಣದ ನಾಯಕನಾಗಿ ಸಿನಿಮಾ ಪ್ರೇಮಿಗಳ ಮೆಚ್ಚುಗೆಗಳಿಸಿದ ಪ್ರಮೋದ್ ಶೆಟ್ಟಿ ಈಗ ಜಲಂಧರ ಸಿನಿಮಾ ಮೂಲಕ ಪ್ರೇಕ್ಷಕರ ಮುಂದೆ ಬರುತ್ತಿದ್ದಾರೆ. ಬಹುತೇಕ ಚಿತ್ರೀಕರಣ ಮುಗಿಸಿರುವ ಜಲಂಧರ ಚಿತ್ರದ ಮೊದಲ ಹಾಡು ಅನಾವರಣಗೊಂಡಿದೆ. 'ಹುಟ್ಟುತ್ತಾ ನಾವು' ಎಂಬ ಹಾಡಿನ ಲಿರಿಕಲ್ ವಿಡಿಯೋ ಜಂಕಾರ್ ಮ್ಯೂಸಿಕ್ ಯುಟ್ಯೂಬ್ ಮೂಲಕ ಬಿಡುಗಡೆಯಾಗಿದೆ. xyxy=(893,304,1135,411)
paragraph: ತಾಲೂಕು ಸಾರ್ವಜನಿಕ ಆಸ್ಪತ್ರೆಗೆ ಭೇಟಿ: xyxy=(800,1669,921,1681)
paragraph: ತಿಳಿಸಿದರು. xyxy=(438,1124,473,1135)
teaser-body: ಬೆಂಗಳೂರು: ಪೊಲೀಸರ ಮುಕ್ತ ಹಾಗೂ ಸ್ವತಂತ್ರವಾಗಿ ಕಾರ್ಯ ನಿರ್ವಹಿಸಲು ಸರ್ಕಾರ ಸಂಪೂರ್ಣ ಸಹಕಾರ ನೀಡಲಿದೆ ಎಂದು ಮುಖ್ಯಮಂತ್ರಿ ಸಿದ್ದರಾಮಯ್ಯ ತಿಳಿಸಿದ್ದಾರೆ. ಪೊಲೀಸ್ ಹುತಾತ್ಮರ ದಿನವಾದ ಇಂದು ಹುತಾತ್ಮ ಪೊಲೀಸ್ ಸಿಬ್ಬಂದಿಗೆ ನಮನ ಸಲ್ಲಿಸಿದ ಬಳಿಕ ಮಾತನಾಡಿದ ಅವರು, ಜನರ ಪ್ರಾಣ, ಆಸ್ತಿ ರಕ್ಷಣೆ ಸೇರಿದಂತೆ ಸಮಾಜದ ಹಿತಕಾಯಲು ಸರ್ಕಾರ ಬದ್ಧವಾಗಿದೆ ಎಂದರು. ಸಮಾಜಕ್ಕಾಗಿ ಶ್ರಮಿಸುತ್ತಿರುವ ಪೊಲೀಸರಿಗಾಗಿ 2025ರಲ್ಲಿ 10 ಸಾವಿರ ವಸತಿ ನಿರ್ಮಾಣಕ್ಕೆ ಮುಂದಾಗಲಾಗಿದ್ದು, ಇದಕ್ಕಾಗಿ 2000 ಕೋಟಿ ರೂ ಮೀಸಲಿರಿಸಲಾಗಿದೆ. xyxy=(71,304,307,411)
story-column xyxy=(968,525,1150,855)
paragraph: ಈ ವೇಳೆ ಉಪ ವಿಭಾಗಾಧಿಕಾರಿ, xyxy=(800,1221,899,1233)
story-headline-paddy xyxy=(58,1268,598,1328)
issue-date: ಸಂಚಿಕೆ : 100 ದಿನಾಂಕ : 21-10-2024, ಸೋಮವಾರ xyxy=(127,215,329,227)
coeditor-label: ಸಹ ಸಂಪಾದಕರು: xyxy=(788,179,841,189)
teaser-lead: INDIA VS NEW ZEALAND, 1st TEST: xyxy=(752,303,855,339)
subscription-price: 384.00 xyxy=(1091,120,1124,134)
story-column xyxy=(604,525,774,855)
story-headline-municipal: ಪುರಸಭೆಯಿಂದ ಮನೆ,ಮನೆಗೆ ಭೇಟಿ : ಮೂಲಭೂತ ಸೌಕರ್ಯಗಳ ವಿವರಣೆ xyxy=(617,869,1137,894)
qr-instructions xyxy=(143,83,277,149)
email-gmail[interactable]: amruthavani499@gmail.com xyxy=(986,160,1148,175)
subscription-row xyxy=(927,58,1143,74)
divider xyxy=(58,236,1148,238)
online-box-title xyxy=(61,29,277,78)
dairy-handover-photo xyxy=(238,918,596,1118)
subscription-price: 25.00 xyxy=(1091,73,1118,88)
ward-visit-photo xyxy=(782,930,1150,1124)
email-rediff[interactable]: amruthavani.911@rediffmail.com xyxy=(959,177,1148,192)
story-column xyxy=(238,1580,408,1790)
paragraph: ಶ್ರೀ ಕ್ಷೇತ್ರ ಧರ್ಮಸ್ಥಳದ ಧರ್ಮಾಧಿಕಾರಿಯವರಾದ ವೀರೇಂದ್ರ ಹೆಗ್ಗಡೆಯವರು ಸಮಾಜದ ಸಮಸ್ತರು ಆರ್ಥಿಕವಾಗಿ, ಸದೃಢವಾಗಿ ಬದುಕು ಕಟ್ಟಿಕೊಳ್ಳಲು ರಾಜ್ಯದ ಪ್ರತಿಯೊಂದು ಹಾಲಿನ ಡೈರಿಯ ನೂತನ ಕಟ್ಟಡ ರಚನೆಗೆ ಹಾಗೂ ಹಾಲು ಪರಿಶುದ್ಧ ಕರಿಸುವ, ಅಳೆಯುವ ವಿನೂತನ ಮಿಷನರಿಗಳಾದ(ಲ್ಯಾಕ್ಟೋ ಮೀಟರ್, ಅನಲೈಜ್) ಖರೀದಿಗೆ ಆರ್ಥಿಕ ಸಹಕಾರ ನೀಡುವುದರ ಜೊತೆಗೆ ರೈತರ ಬೆನ್ನೆಲುಬಾಗಿ ನಿಂತಿದ್ದು ನಮ್ಮೆಲ್ಲರ ಸೌಭಾಗ್ಯವಾಗಿದೆ. ಶ್ರೀ ಕ್ಷೇತ್ರ ಧರ್ಮಸ್ಥಳ ಗ್ರಾಮಾಭಿವೃದ್ಧಿ ಯೋಜನೆಯು ರಾಷ್ಟ್ರೀಕೃತ ಬ್ಯಾಂಕಿನ ಮುಖಾಂತರ ಆರ್ಥಿಕ xyxy=(58,999,228,1163)
paragraph: ಬಳಿಕ ಗುಬ್ಬಿ ತಾಲೂಕಿನ ಸರ್ಕಾರಿ ಸಾರ್ವಜನಿಕ ಆಸ್ಪತ್ರೆಗೆ ಅವರು ಅನಿರೀಕ್ಷಿತ xyxy=(782,1684,958,1711)
teaser-headline: 36 ವರ್ಷಗಳ ಬಳಿಕ ಭಾರತದಲ್ಲಿ ಟೆಸ್ಟ್ ಪಂದ್ಯ ಗೆದ್ದ ನ್ಯೂಜಿಲೆಂಡ್ xyxy=(630,264,844,298)
coeditor-note: ಜಿ.ಪಂ. ಮಾಜಿ ಅಧ್ಯಕ್ಷರು xyxy=(856,193,920,202)
teaser-cricket[interactable] xyxy=(606,250,868,442)
